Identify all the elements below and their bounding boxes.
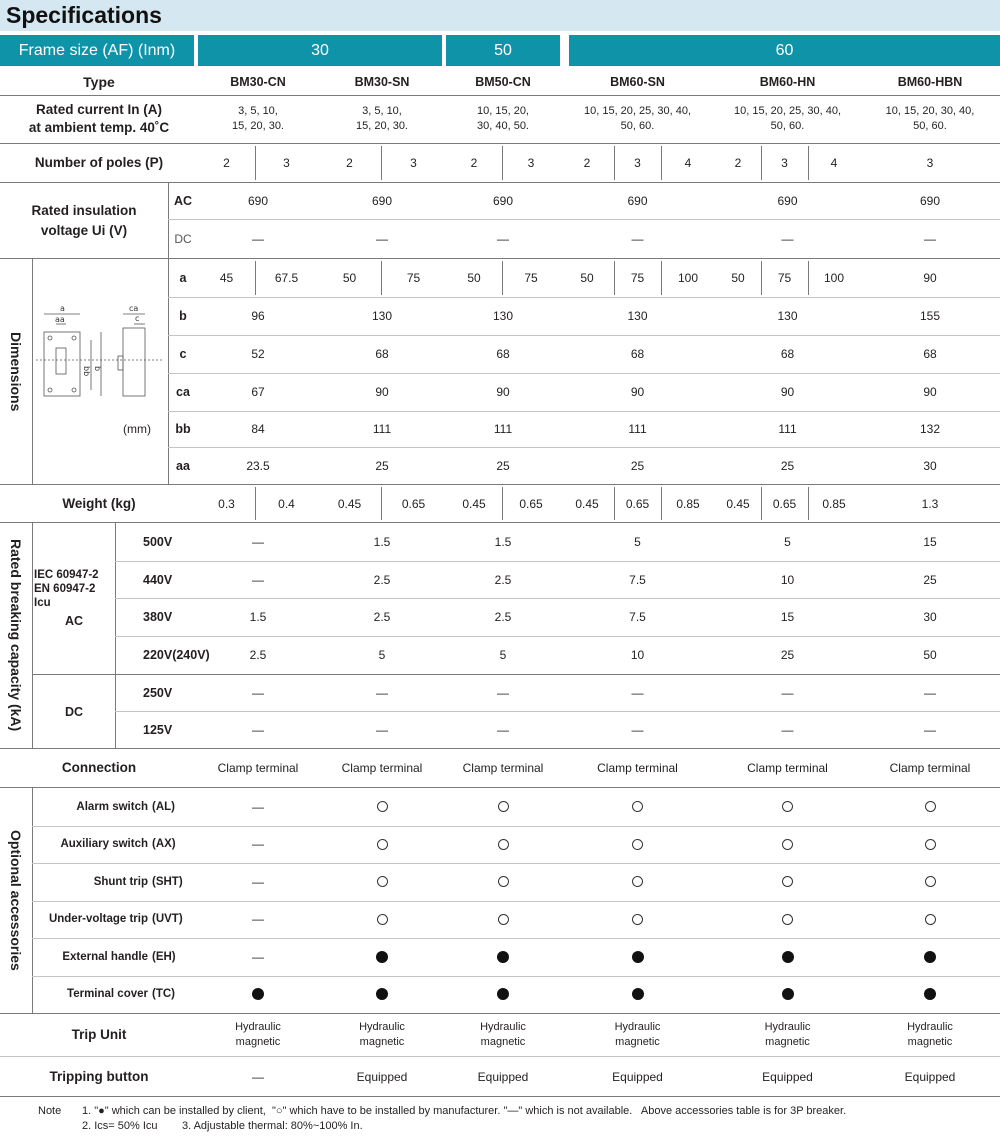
connection-value: Clamp terminal [217, 761, 299, 775]
rated-current-value: 3, 5, 10, 15, 20, 30. [356, 105, 408, 132]
open-circle-icon [377, 839, 388, 850]
breaking-v220-value: 5 [499, 648, 507, 662]
open-circle-icon [632, 914, 643, 925]
type-label: Type [83, 73, 115, 90]
filled-circle-icon [376, 988, 388, 1000]
dim-a-value: 75 [406, 271, 421, 285]
accessory-name: External handle [62, 950, 148, 963]
column-divider [255, 146, 256, 180]
accessory-factory-installed [715, 826, 860, 864]
poles-value: 4 [830, 156, 838, 170]
connection-value: Clamp terminal [747, 761, 828, 775]
dim-b-value: 130 [627, 309, 648, 323]
breaking-v220-value: 2.5 [249, 648, 267, 662]
dim-ca-value: 90 [496, 385, 510, 399]
open-circle-icon [377, 876, 388, 887]
column-divider [502, 487, 503, 520]
breaking-v125-value: — [924, 722, 936, 737]
breaking-v125-value: — [252, 722, 264, 737]
open-circle-icon [925, 839, 936, 850]
insulation-ac-value: 690 [247, 194, 269, 208]
accessory-factory-installed [560, 901, 715, 939]
accessory-client-installable [198, 976, 318, 1014]
dim-ca-value: 90 [375, 385, 389, 399]
filled-circle-icon [924, 988, 936, 1000]
column-divider [32, 259, 33, 484]
breaking-v250-value: — [631, 686, 644, 700]
type-value: BM60-HBN [897, 74, 963, 89]
poles-value: 3 [527, 156, 535, 170]
dim-aa-value: 25 [496, 458, 510, 473]
dim-a-value: 75 [630, 271, 645, 285]
dim-c-value: 68 [630, 347, 645, 361]
trip-unit-label: Trip Unit [71, 1027, 127, 1042]
filled-circle-icon [924, 951, 936, 963]
poles-value: 2 [734, 156, 742, 170]
accessory-factory-installed [860, 901, 1000, 939]
dim-ca-value: 90 [780, 385, 795, 399]
accessory-factory-installed [560, 788, 715, 826]
dim-a-value: 50 [342, 271, 357, 285]
tripping-button-value: Equipped [904, 1069, 956, 1084]
connection-value: Clamp terminal [341, 761, 423, 775]
breaking-v500-value: — [252, 535, 264, 549]
open-circle-icon [498, 801, 509, 812]
breaking-v500-value: 1.5 [373, 535, 391, 549]
weight-value: 0.45 [337, 496, 362, 511]
accessory-client-installable [860, 938, 1000, 976]
page-title: Specifications [6, 2, 162, 28]
insulation-ac-value: 690 [777, 194, 798, 208]
accessory-factory-installed [446, 863, 560, 901]
trip-unit-value: Hydraulic magnetic [235, 1021, 281, 1048]
dim-c-value: 52 [251, 347, 265, 361]
type-value: BM30-SN [354, 74, 410, 89]
type-value: BM60-SN [610, 74, 665, 89]
accessory-code: (AL) [152, 800, 175, 813]
breaking-v380-value: 2.5 [494, 610, 512, 624]
dim-b-value: 96 [251, 309, 265, 323]
accessory-factory-installed [446, 788, 560, 826]
accessory-not-available: — [252, 912, 264, 927]
accessory-name: Under-voltage trip [48, 913, 148, 926]
breaking-v500-value: 1.5 [494, 535, 512, 549]
column-divider [808, 146, 809, 180]
note-line-1: 1. "●" which can be installed by client, "○" which have to be installed by manufacturer. "—" which is not available. Above accessories table is for 3P breaker. [82, 1105, 847, 1117]
breaking-v440-value: 25 [923, 572, 937, 587]
accessory-code: (EH) [152, 950, 176, 963]
column-divider [761, 487, 762, 520]
accessory-not-available: — [252, 874, 264, 889]
diagram-label-a: a [60, 304, 65, 313]
filled-circle-icon [632, 951, 644, 963]
poles-value: 2 [346, 156, 353, 170]
accessories-label: Optional accessories [8, 830, 24, 971]
trip-unit-value: Hydraulic magnetic [480, 1021, 526, 1048]
dim-b-value: 130 [492, 309, 514, 323]
dim-aa-value: 23.5 [246, 458, 270, 473]
poles-value: 3 [410, 156, 417, 170]
weight-value: 0.65 [625, 496, 650, 511]
accessory-factory-installed [715, 863, 860, 901]
insulation-dc-value: — [631, 231, 644, 246]
tripping-button-label: Tripping button [49, 1068, 149, 1084]
insulation-ac-value: 690 [492, 194, 514, 208]
dim-a-value: 50 [467, 271, 481, 285]
breaking-v380-value: 7.5 [629, 610, 646, 624]
filled-circle-icon [782, 951, 794, 963]
accessory-factory-installed [715, 901, 860, 939]
dc-label: DC [174, 231, 192, 246]
dim-a-value: 45 [219, 271, 234, 285]
insulation-dc-value: — [376, 231, 388, 246]
breaking-v500-value: 5 [784, 535, 791, 549]
breaking-v250-label: 250V [143, 686, 173, 700]
breaking-v380-label: 380V [143, 610, 173, 624]
accessory-client-installable [560, 938, 715, 976]
dim-bb-label: bb [175, 422, 191, 436]
tripping-button-value: Equipped [356, 1069, 408, 1084]
column-divider [381, 261, 382, 295]
column-divider [808, 261, 809, 295]
accessory-not-available: — [252, 949, 264, 964]
open-circle-icon [498, 839, 509, 850]
accessory-factory-installed [860, 788, 1000, 826]
accessory-client-installable [715, 938, 860, 976]
frame-60-header: 60 [569, 35, 1000, 66]
dim-bb-value: 111 [372, 422, 392, 436]
breaking-v440-label: 440V [143, 572, 173, 587]
open-circle-icon [632, 801, 643, 812]
accessory-client-installable [560, 976, 715, 1014]
open-circle-icon [782, 876, 793, 887]
note-label: Note [38, 1105, 62, 1117]
accessory-client-installable [318, 976, 446, 1014]
breaking-v125-value: — [497, 722, 509, 737]
dim-c-value: 68 [780, 347, 795, 361]
accessory-factory-installed [318, 826, 446, 864]
trip-unit-value: Hydraulic magnetic [764, 1021, 811, 1048]
breaking-v250-value: — [497, 686, 509, 700]
open-circle-icon [377, 801, 388, 812]
accessory-client-installable [715, 976, 860, 1014]
open-circle-icon [925, 914, 936, 925]
rated-current-value: 10, 15, 20, 30, 40, 50. [477, 105, 529, 132]
insulation-ac-value: 690 [627, 194, 648, 208]
trip-unit-value: Hydraulic magnetic [614, 1021, 661, 1048]
weight-value: 0.45 [462, 496, 486, 511]
dim-c-value: 68 [375, 347, 389, 361]
breaking-v500-value: 15 [923, 535, 937, 549]
breaking-v125-label: 125V [143, 722, 173, 737]
accessory-factory-installed [560, 863, 715, 901]
dim-a-value: 75 [777, 271, 792, 285]
accessory-name: Alarm switch [76, 800, 148, 813]
column-divider [661, 261, 662, 295]
column-divider [381, 487, 382, 520]
frame-30-header: 30 [198, 35, 442, 66]
dim-bb-value: 84 [251, 422, 265, 436]
accessory-name: Auxiliary switch [60, 838, 148, 851]
accessory-code: (SHT) [152, 875, 183, 888]
open-circle-icon [925, 876, 936, 887]
poles-value: 3 [283, 156, 290, 170]
dim-ca-value: 90 [923, 385, 937, 399]
poles-value: 4 [684, 156, 692, 170]
type-value: BM50-CN [475, 74, 531, 89]
breaking-v250-value: — [781, 686, 794, 700]
accessory-not-available: — [252, 837, 264, 852]
dim-b-label: b [179, 309, 187, 323]
diagram-label-b: b [93, 366, 102, 372]
diagram-label-c: c [135, 314, 140, 323]
breaking-v440-value: 2.5 [373, 572, 391, 587]
dim-c-value: 68 [496, 347, 510, 361]
breaking-ac-label: AC [64, 614, 84, 628]
accessory-factory-installed [860, 863, 1000, 901]
accessory-client-installable [860, 976, 1000, 1014]
breaking-dc-label: DC [64, 704, 84, 719]
dim-c-label: c [179, 347, 187, 361]
breaking-v125-value: — [781, 722, 794, 737]
breaking-v125-value: — [631, 722, 644, 737]
breaking-v380-value: 2.5 [373, 610, 391, 624]
dim-aa-value: 30 [923, 458, 937, 473]
breaking-v220-value: 25 [780, 648, 795, 662]
open-circle-icon [782, 801, 793, 812]
dim-aa-value: 25 [630, 458, 645, 473]
dim-ca-value: 67 [251, 385, 265, 399]
diagram-label-bb: bb [82, 366, 91, 377]
accessory-code: (TC) [152, 988, 175, 1001]
breaking-v440-value: 10 [780, 572, 795, 587]
breaking-v380-value: 1.5 [249, 610, 267, 624]
insulation-ac-value: 690 [919, 194, 941, 208]
breaking-v220-value: 50 [923, 648, 937, 662]
weight-value: 0.65 [401, 496, 426, 511]
accessory-factory-installed [446, 901, 560, 939]
column-divider [761, 261, 762, 295]
trip-unit-value: Hydraulic magnetic [907, 1021, 953, 1048]
dim-a-value: 50 [731, 271, 745, 285]
dim-c-value: 68 [923, 347, 937, 361]
connection-value: Clamp terminal [462, 761, 544, 775]
dim-a-value: 75 [524, 271, 538, 285]
trip-unit-value: Hydraulic magnetic [359, 1021, 405, 1048]
column-divider [614, 146, 615, 180]
diagram-label-aa: aa [55, 315, 65, 324]
accessory-code: (AX) [152, 838, 176, 851]
diagram-label-ca: ca [129, 304, 139, 313]
accessory-factory-installed [318, 788, 446, 826]
accessory-factory-installed [318, 863, 446, 901]
rated-current-value: 10, 15, 20, 25, 30, 40, 50, 60. [733, 105, 842, 132]
breaking-v220-label: 220V(240V) [143, 648, 210, 662]
open-circle-icon [925, 801, 936, 812]
weight-value: 0.4 [278, 496, 295, 511]
tripping-button-value: Equipped [477, 1069, 529, 1084]
type-value: BM30-CN [230, 74, 286, 89]
rated-current-value: 10, 15, 20, 30, 40, 50, 60. [885, 105, 975, 132]
dim-bb-value: 111 [778, 422, 797, 436]
filled-circle-icon [632, 988, 644, 1000]
breaking-v250-value: — [924, 686, 936, 700]
weight-value: 0.3 [218, 496, 235, 511]
open-circle-icon [782, 914, 793, 925]
connection-value: Clamp terminal [889, 761, 971, 775]
filled-circle-icon [252, 988, 264, 1000]
dim-a-value: 50 [580, 271, 594, 285]
breaking-v125-value: — [376, 722, 388, 737]
breaking-v440-value: 7.5 [629, 572, 646, 587]
filled-circle-icon [497, 988, 509, 1000]
tripping-button-value: Equipped [612, 1069, 663, 1084]
open-circle-icon [632, 876, 643, 887]
accessory-not-available: — [252, 799, 264, 814]
ac-label: AC [173, 194, 193, 208]
open-circle-icon [498, 876, 509, 887]
connection-value: Clamp terminal [597, 761, 678, 775]
dim-a-label: a [179, 271, 187, 285]
open-circle-icon [782, 839, 793, 850]
dim-aa-value: 25 [780, 458, 795, 473]
accessory-factory-installed [860, 826, 1000, 864]
weight-value: 0.45 [726, 496, 750, 511]
weight-value: 0.85 [822, 496, 846, 511]
filled-circle-icon [376, 951, 388, 963]
tripping-button-value: — [252, 1069, 264, 1084]
accessory-factory-installed [318, 901, 446, 939]
weight-value: 0.45 [575, 496, 599, 511]
connection-label: Connection [61, 760, 137, 775]
accessory-code: (UVT) [152, 913, 183, 926]
weight-value: 0.65 [519, 496, 543, 511]
column-divider [614, 261, 615, 295]
column-divider [502, 146, 503, 180]
rated-current-value: 3, 5, 10, 15, 20, 30. [232, 105, 284, 132]
column-divider [808, 487, 809, 520]
column-divider [32, 523, 33, 748]
frame-size-header: Frame size (AF) (Inm) [0, 35, 194, 66]
tripping-button-value: Equipped [762, 1069, 813, 1084]
filled-circle-icon [782, 988, 794, 1000]
dim-b-value: 130 [777, 309, 798, 323]
breaking-std: IEC 60947-2 EN 60947-2 Icu [34, 568, 99, 609]
insulation-dc-value: — [781, 231, 794, 246]
dim-aa-label: aa [176, 458, 190, 473]
dim-bb-value: 132 [919, 422, 941, 436]
breaking-v380-value: 15 [780, 610, 795, 624]
breaking-v250-value: — [252, 686, 264, 700]
weight-label: Weight (kg) [62, 495, 136, 511]
dim-bb-value: 111 [493, 422, 513, 436]
weight-value: 1.3 [921, 496, 939, 511]
breaking-v250-value: — [376, 686, 388, 700]
breaking-v500-label: 500V [143, 535, 173, 549]
column-divider [502, 261, 503, 295]
dim-a-value: 100 [677, 271, 699, 285]
breaking-v380-value: 30 [923, 610, 937, 624]
column-divider [381, 146, 382, 180]
accessory-client-installable [446, 976, 560, 1014]
type-value: BM60-HN [759, 74, 816, 89]
dimension-diagram [36, 300, 162, 410]
dim-b-value: 130 [371, 309, 393, 323]
dimensions-unit: (mm) [123, 422, 151, 436]
breaking-v220-value: 10 [630, 648, 645, 662]
rated-current-label: Rated current In (A) at ambient temp. 40˚C [28, 102, 170, 135]
breaking-v440-value: — [252, 572, 264, 587]
dim-ca-label: ca [176, 385, 190, 399]
frame-50-header: 50 [446, 35, 560, 66]
poles-value: 2 [470, 156, 478, 170]
insulation-dc-value: — [924, 231, 936, 246]
filled-circle-icon [497, 951, 509, 963]
note-line-2: 2. Ics= 50% Icu 3. Adjustable thermal: 80%~100% In. [82, 1120, 363, 1132]
row-divider [0, 1096, 1000, 1097]
poles-value: 3 [926, 156, 934, 170]
insulation-label: Rated insulation voltage Ui (V) [31, 202, 137, 238]
rated-current-value: 10, 15, 20, 25, 30, 40, 50, 60. [583, 105, 692, 132]
accessory-name: Terminal cover [67, 988, 148, 1001]
poles-value: 3 [781, 156, 788, 170]
column-divider [761, 146, 762, 180]
poles-value: 3 [634, 156, 641, 170]
breaking-v500-value: 5 [634, 535, 641, 549]
weight-value: 0.65 [772, 496, 797, 511]
dim-aa-value: 25 [375, 458, 389, 473]
dim-a-value: 100 [823, 271, 845, 285]
accessory-name: Shunt trip [93, 875, 148, 888]
breaking-v440-value: 2.5 [494, 572, 512, 587]
insulation-dc-value: — [497, 231, 509, 246]
dim-a-value: 90 [923, 271, 937, 285]
insulation-dc-value: — [252, 231, 264, 246]
open-circle-icon [377, 914, 388, 925]
breaking-v220-value: 5 [378, 648, 386, 662]
dim-bb-value: 111 [628, 422, 647, 436]
poles-value: 2 [223, 156, 230, 170]
open-circle-icon [632, 839, 643, 850]
insulation-ac-value: 690 [371, 194, 393, 208]
dim-a-value: 67.5 [274, 271, 299, 285]
accessory-client-installable [318, 938, 446, 976]
column-divider [614, 487, 615, 520]
accessory-factory-installed [446, 826, 560, 864]
breaking-label: Rated breaking capacity (kA) [8, 539, 24, 732]
open-circle-icon [498, 914, 509, 925]
dim-ca-value: 90 [630, 385, 645, 399]
column-divider [255, 261, 256, 295]
dim-b-value: 155 [919, 309, 941, 323]
column-divider [255, 487, 256, 520]
dimensions-label: Dimensions [8, 331, 24, 412]
accessory-factory-installed [715, 788, 860, 826]
poles-label: Number of poles (P) [34, 155, 164, 170]
accessory-factory-installed [560, 826, 715, 864]
accessory-client-installable [446, 938, 560, 976]
weight-value: 0.85 [676, 496, 700, 511]
poles-value: 2 [583, 156, 591, 170]
column-divider [661, 146, 662, 180]
column-divider [661, 487, 662, 520]
